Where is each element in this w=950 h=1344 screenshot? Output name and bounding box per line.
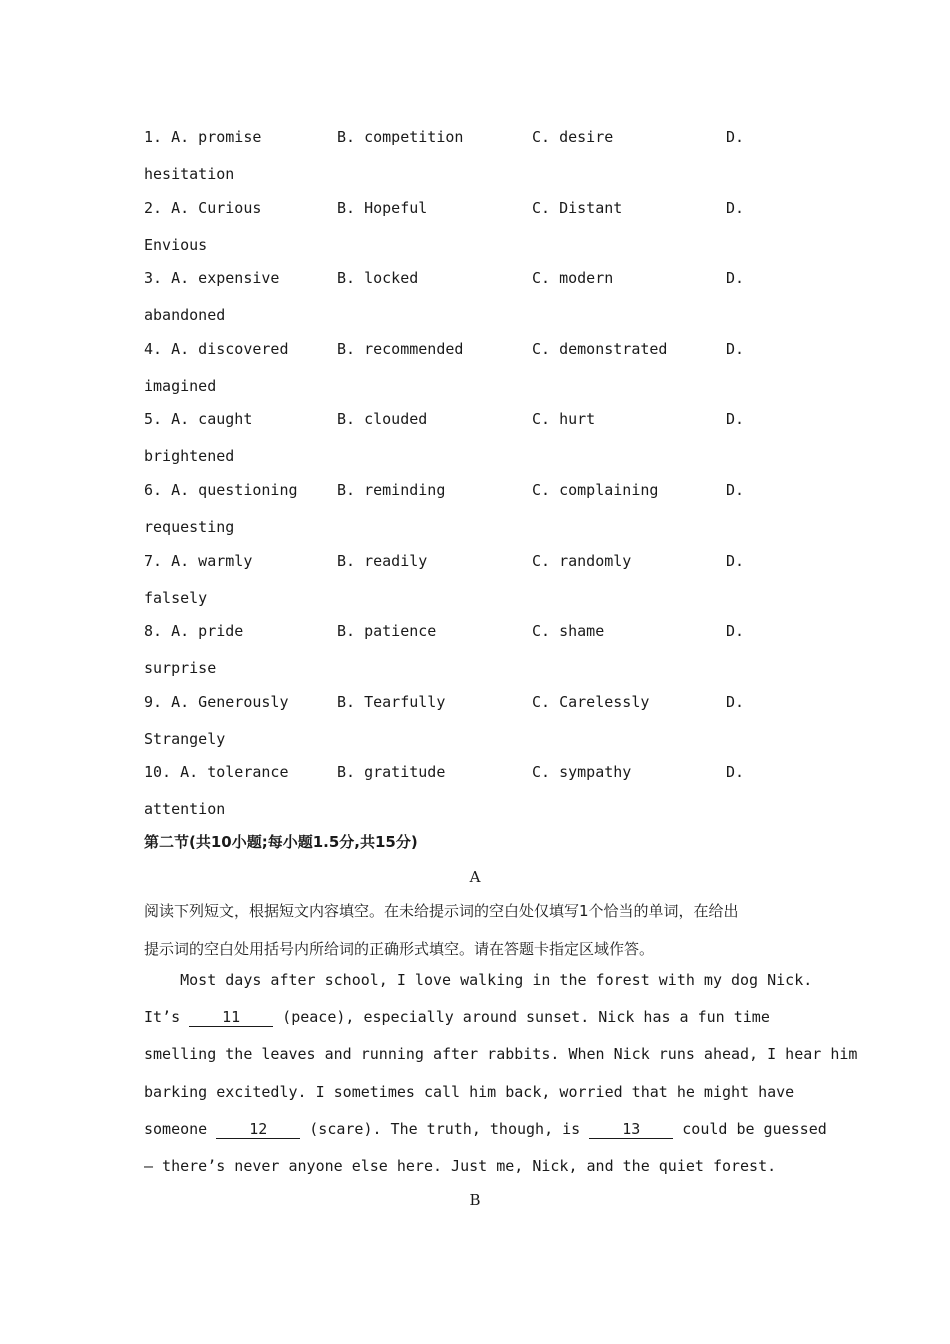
passage-text: (peace), especially around sunset. Nick has a fun time (273, 1008, 770, 1026)
question-option-c: C. Carelessly (532, 693, 650, 711)
part-a-label: A (469, 868, 481, 886)
question-row (144, 128, 824, 150)
instructions-line-2: 提示词的空白处用括号内所给词的正确形式填空。请在答题卡指定区域作答。 (144, 940, 655, 958)
instructions-line-1: 阅读下列短文，根据短文内容填空。在未给提示词的空白处仅填写1个恰当的单词，在给出 (144, 902, 739, 920)
question-option-d: D. (726, 199, 745, 217)
question-option-d-word: imagined (144, 377, 217, 395)
question-option-a: 3. A. expensive (144, 269, 280, 287)
question-option-d-word: abandoned (144, 306, 226, 324)
question-option-c: C. sympathy (532, 763, 632, 781)
passage-line-5 (144, 1120, 827, 1139)
question-option-d-word: surprise (144, 659, 217, 677)
question-option-d: D. (726, 269, 745, 287)
question-option-c: C. complaining (532, 481, 659, 499)
question-option-a: 8. A. pride (144, 622, 244, 640)
blank-11: 11 (189, 1009, 273, 1027)
question-option-a: 1. A. promise (144, 128, 262, 146)
question-option-b: B. readily (337, 552, 428, 570)
passage-text: could be guessed (673, 1120, 827, 1138)
question-row (144, 763, 824, 785)
question-option-d: D. (726, 693, 745, 711)
question-option-a: 9. A. Generously (144, 693, 289, 711)
question-option-c: C. demonstrated (532, 340, 668, 358)
question-row (144, 410, 824, 432)
question-option-d: D. (726, 481, 745, 499)
question-option-d: D. (726, 410, 745, 428)
passage-line-6: — there’s never anyone else here. Just me, Nick, and the quiet forest. (144, 1157, 777, 1175)
question-row (144, 269, 824, 291)
question-option-a: 4. A. discovered (144, 340, 289, 358)
question-option-c: C. modern (532, 269, 614, 287)
question-option-a: 6. A. questioning (144, 481, 298, 499)
question-row (144, 552, 824, 574)
question-option-b: B. Tearfully (337, 693, 446, 711)
question-option-d-word: hesitation (144, 165, 235, 183)
blank-13: 13 (589, 1121, 673, 1139)
question-option-d: D. (726, 128, 745, 146)
question-option-d-word: falsely (144, 589, 208, 607)
question-option-d: D. (726, 622, 745, 640)
passage-text: (scare). The truth, though, is (300, 1120, 590, 1138)
question-option-c: C. hurt (532, 410, 596, 428)
passage-text: someone (144, 1120, 217, 1138)
question-option-a: 2. A. Curious (144, 199, 262, 217)
question-option-d: D. (726, 763, 745, 781)
question-option-c: C. desire (532, 128, 614, 146)
question-option-d: D. (726, 340, 745, 358)
question-option-b: B. locked (337, 269, 419, 287)
question-option-d-word: attention (144, 800, 226, 818)
question-option-d-word: Strangely (144, 730, 226, 748)
passage-line-1: Most days after school, I love walking in the forest with my dog Nick. (144, 971, 813, 989)
question-option-d-word: Envious (144, 236, 208, 254)
passage-line-3: smelling the leaves and running after rabbits. When Nick runs ahead, I hear him (144, 1045, 858, 1063)
question-option-b: B. gratitude (337, 763, 446, 781)
question-option-a: 10. A. tolerance (144, 763, 289, 781)
question-option-d-word: requesting (144, 518, 235, 536)
question-option-c: C. randomly (532, 552, 632, 570)
question-row (144, 693, 824, 715)
passage-text: It’s (144, 1008, 190, 1026)
question-row (144, 481, 824, 503)
question-option-a: 5. A. caught (144, 410, 253, 428)
question-option-b: B. Hopeful (337, 199, 428, 217)
question-option-b: B. competition (337, 128, 464, 146)
question-option-d-word: brightened (144, 447, 235, 465)
question-row (144, 199, 824, 221)
question-option-c: C. Distant (532, 199, 623, 217)
question-option-a: 7. A. warmly (144, 552, 253, 570)
question-option-b: B. reminding (337, 481, 446, 499)
passage-line-4: barking excitedly. I sometimes call him back, worried that he might have (144, 1083, 795, 1101)
question-option-b: B. patience (337, 622, 437, 640)
question-option-c: C. shame (532, 622, 605, 640)
question-option-b: B. recommended (337, 340, 464, 358)
question-option-b: B. clouded (337, 410, 428, 428)
question-row (144, 340, 824, 362)
part-b-label: B (469, 1191, 481, 1209)
blank-12: 12 (216, 1121, 300, 1139)
section-heading: 第二节(共10小题;每小题1.5分,共15分) (144, 833, 418, 851)
question-option-d: D. (726, 552, 745, 570)
question-row (144, 622, 824, 644)
passage-line-2 (144, 1008, 770, 1027)
